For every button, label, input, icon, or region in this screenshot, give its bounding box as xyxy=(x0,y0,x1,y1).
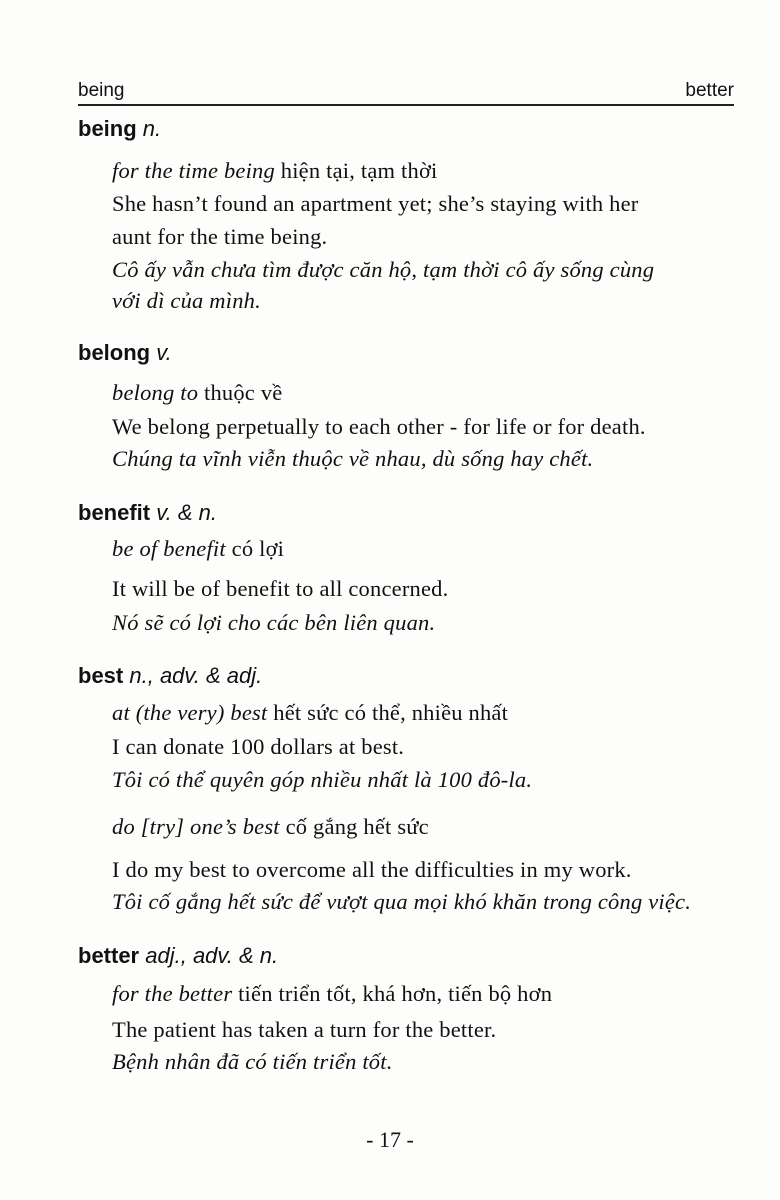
meaning: hết sức có thể, nhiều nhất xyxy=(273,700,509,725)
sense-line xyxy=(112,158,438,184)
example-en: I can donate 100 dollars at best. xyxy=(112,734,405,759)
idiom-phrase: belong to xyxy=(112,380,199,405)
example-en: aunt for the time being. xyxy=(112,224,328,249)
example-vi: Cô ấy vẫn chưa tìm được căn hộ, tạm thời cô ấy sống cùng xyxy=(112,257,655,282)
idiom-phrase: be of benefit xyxy=(112,536,226,561)
headword: being xyxy=(78,116,137,141)
meaning: thuộc về xyxy=(204,380,283,405)
headword: belong xyxy=(78,340,151,365)
header-rule xyxy=(78,104,734,106)
example-vi: Nó sẽ có lợi cho các bên liên quan. xyxy=(112,610,436,635)
example-en: We belong perpetually to each other - for life or for death. xyxy=(112,414,646,439)
page-number: - 17 - xyxy=(366,1127,414,1152)
example-vi: với dì của mình. xyxy=(112,288,261,313)
part-of-speech: v. & n. xyxy=(156,500,217,525)
sense-line xyxy=(112,380,282,406)
idiom-phrase: for the time being xyxy=(112,158,275,183)
headword: benefit xyxy=(78,500,151,525)
meaning: hiện tại, tạm thời xyxy=(280,158,438,183)
example-vi: Bệnh nhân đã có tiến triển tốt. xyxy=(112,1049,393,1074)
meaning: tiến triển tốt, khá hơn, tiến bộ hơn xyxy=(238,981,553,1006)
sense-line xyxy=(112,536,284,562)
part-of-speech: n., adv. & adj. xyxy=(129,663,263,688)
sense-line xyxy=(112,700,508,726)
running-header-right: better xyxy=(685,80,734,101)
part-of-speech: v. xyxy=(156,340,172,365)
meaning: có lợi xyxy=(231,536,285,561)
meaning: cố gắng hết sức xyxy=(285,814,429,839)
entry-headword xyxy=(78,663,262,689)
idiom-phrase: do [try] one’s best xyxy=(112,814,280,839)
headword: better xyxy=(78,943,140,968)
sense-line xyxy=(112,981,552,1007)
part-of-speech: adj., adv. & n. xyxy=(145,943,279,968)
entry-headword xyxy=(78,116,161,142)
entry-headword xyxy=(78,340,172,366)
part-of-speech: n. xyxy=(142,116,162,141)
entry-headword xyxy=(78,500,217,526)
example-en: The patient has taken a turn for the better. xyxy=(112,1017,497,1042)
example-vi: Tôi có thể quyên góp nhiều nhất là 100 đô-la. xyxy=(112,767,533,792)
example-vi: Chúng ta vĩnh viễn thuộc về nhau, dù sống hay chết. xyxy=(112,446,594,471)
headword: best xyxy=(78,663,124,688)
example-en: She hasn’t found an apartment yet; she’s staying with her xyxy=(112,191,639,216)
example-en: I do my best to overcome all the difficulties in my work. xyxy=(112,857,632,882)
idiom-phrase: at (the very) best xyxy=(112,700,268,725)
idiom-phrase: for the better xyxy=(112,981,233,1006)
example-en: It will be of benefit to all concerned. xyxy=(112,576,449,601)
entry-headword xyxy=(78,943,278,969)
running-header-left: being xyxy=(78,80,125,101)
sense-line xyxy=(112,814,429,840)
example-vi: Tôi cố gắng hết sức để vượt qua mọi khó khăn trong công việc. xyxy=(112,889,692,914)
